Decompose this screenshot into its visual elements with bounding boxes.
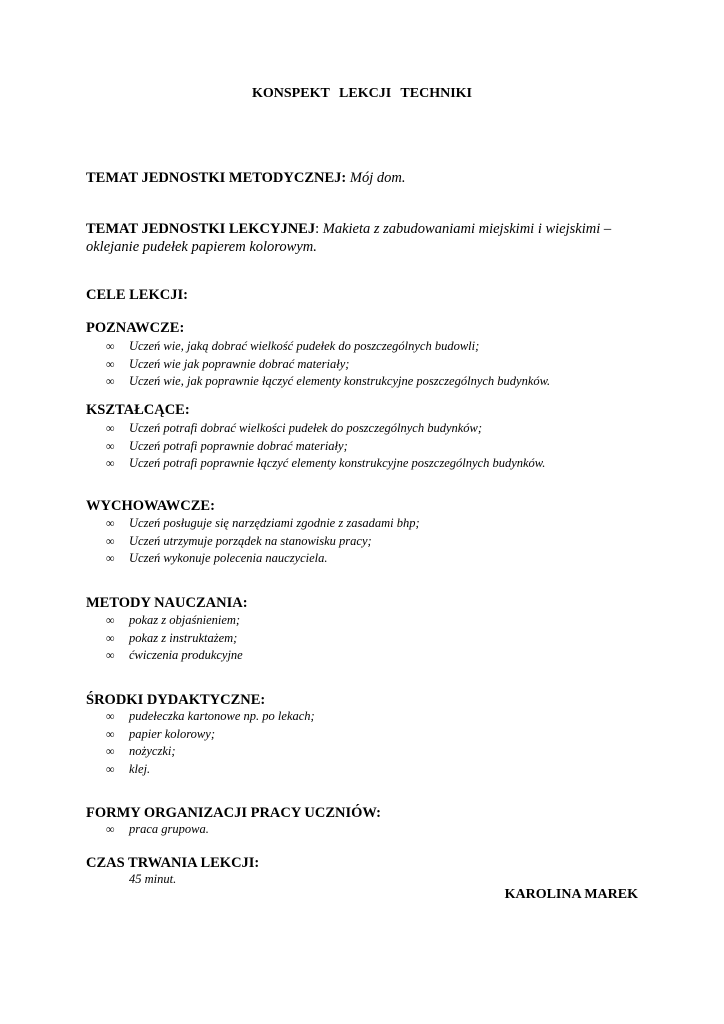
list-item-text: Uczeń posługuje się narzędziami zgodnie z zasadami bhp;: [129, 516, 420, 530]
infinity-bullet-icon: ∞: [106, 822, 115, 836]
list-item-text: Uczeń wie jak poprawnie dobrać materiały;: [129, 356, 350, 371]
document-title: KONSPEKT LEKCJI TECHNIKI: [252, 86, 472, 101]
infinity-bullet-icon: ∞: [106, 613, 115, 627]
list-item: [106, 726, 315, 744]
work-forms-heading: FORMY ORGANIZACJI PRACY UCZNIÓW:: [86, 805, 381, 821]
list-item-text: Uczeń potrafi poprawnie dobrać materiały;: [129, 438, 348, 453]
lesson-topic-separator: :: [315, 221, 320, 237]
infinity-bullet-icon: ∞: [106, 374, 115, 388]
list-item: [106, 455, 545, 473]
educational-list: [106, 515, 420, 568]
list-item-text: Uczeń wie, jaką dobrać wielkość pudełek do poszczególnych budowli;: [129, 339, 480, 353]
list-item-text: Uczeń potrafi dobrać wielkości pudełek do poszczególnych budynków;: [129, 421, 483, 435]
resources-list: [106, 708, 315, 778]
infinity-bullet-icon: ∞: [106, 551, 115, 565]
list-item: [106, 743, 315, 761]
list-item-text: Uczeń potrafi poprawnie łączyć elementy konstrukcyjne poszczególnych budynków.: [129, 456, 546, 470]
infinity-bullet-icon: ∞: [106, 421, 115, 435]
list-item: [106, 438, 545, 456]
author-name: KAROLINA MAREK: [504, 887, 638, 902]
infinity-bullet-icon: ∞: [106, 456, 115, 470]
list-item-text: ćwiczenia produkcyjne: [129, 648, 243, 662]
list-item-text: papier kolorowy;: [129, 726, 215, 741]
list-item: [106, 533, 420, 551]
list-item: [106, 356, 550, 374]
formative-heading: KSZTAŁCĄCE:: [86, 402, 190, 418]
lesson-topic-value: Makieta z zabudowaniami miejskimi i wiejskimi – oklejanie pudełek papierem kolorowym.: [86, 221, 612, 255]
infinity-bullet-icon: ∞: [106, 744, 115, 758]
infinity-bullet-icon: ∞: [106, 726, 115, 741]
list-item: [106, 338, 550, 356]
unit-topic-value: Mój dom.: [349, 170, 406, 186]
list-item-text: nożyczki;: [129, 744, 176, 758]
list-item-text: praca grupowa.: [129, 822, 209, 836]
list-item-text: Uczeń utrzymuje porządek na stanowisku pracy;: [129, 533, 372, 548]
list-item: [106, 761, 315, 779]
infinity-bullet-icon: ∞: [106, 516, 115, 530]
list-item-text: Uczeń wie, jak poprawnie łączyć elementy konstrukcyjne poszczególnych budynków.: [129, 374, 551, 388]
infinity-bullet-icon: ∞: [106, 438, 115, 453]
unit-topic-label: TEMAT JEDNOSTKI METODYCZNEJ:: [86, 170, 347, 186]
infinity-bullet-icon: ∞: [106, 533, 115, 548]
list-item: [106, 630, 243, 648]
methods-heading: METODY NAUCZANIA:: [86, 595, 248, 611]
list-item: [106, 821, 209, 839]
list-item-text: pokaz z instruktażem;: [129, 630, 238, 645]
lesson-topic: [86, 220, 631, 256]
list-item-text: pudełeczka kartonowe np. po lekach;: [129, 709, 315, 723]
methods-list: [106, 612, 243, 665]
educational-heading: WYCHOWAWCZE:: [86, 498, 215, 514]
work-forms-list: [106, 821, 209, 839]
list-item: [106, 373, 550, 391]
infinity-bullet-icon: ∞: [106, 356, 115, 371]
list-item: [106, 708, 315, 726]
unit-topic: [86, 170, 405, 187]
infinity-bullet-icon: ∞: [106, 648, 115, 662]
formative-list: [106, 420, 545, 473]
list-item-text: Uczeń wykonuje polecenia nauczyciela.: [129, 551, 328, 565]
infinity-bullet-icon: ∞: [106, 339, 115, 353]
list-item-text: pokaz z objaśnieniem;: [129, 613, 241, 627]
infinity-bullet-icon: ∞: [106, 761, 115, 776]
list-item: [106, 612, 243, 630]
list-item-text: klej.: [129, 761, 151, 776]
lesson-topic-label: TEMAT JEDNOSTKI LEKCYJNEJ: [86, 221, 316, 237]
infinity-bullet-icon: ∞: [106, 709, 115, 723]
duration-heading: CZAS TRWANIA LEKCJI:: [86, 855, 260, 871]
resources-heading: ŚRODKI DYDAKTYCZNE:: [86, 692, 266, 708]
list-item: [106, 647, 243, 665]
goals-heading: CELE LEKCJI:: [86, 287, 188, 303]
duration-value: 45 minut.: [129, 872, 177, 886]
infinity-bullet-icon: ∞: [106, 630, 115, 645]
list-item: [106, 550, 420, 568]
list-item: [106, 515, 420, 533]
cognitive-heading: POZNAWCZE:: [86, 320, 185, 336]
cognitive-list: [106, 338, 550, 391]
list-item: [106, 420, 545, 438]
